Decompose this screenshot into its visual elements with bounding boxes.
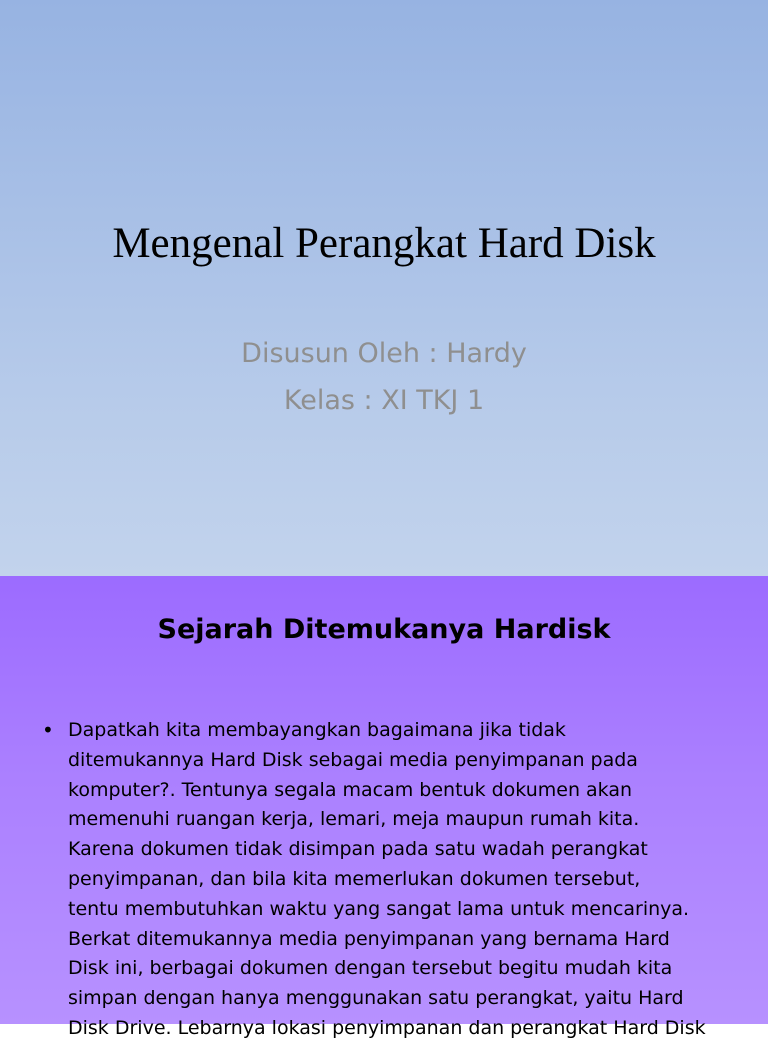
body-text-line: Dapatkah kita membayangkan bagaimana jika tidak [68, 719, 566, 741]
bullet-list [42, 716, 732, 1044]
body-text-line: Disk Drive. Lebarnya lokasi penyimpanan dan perangkat Hard Disk [68, 1016, 706, 1039]
body-text-line: Berkat ditemukannya media penyimpanan yang bernama Hard [68, 927, 670, 950]
bullet-item [42, 716, 732, 1044]
class-subtitle: Kelas : XI TKJ 1 [283, 385, 485, 416]
body-text-line: penyimpanan, dan bila kita memerlukan dokumen tersebut, [68, 867, 641, 890]
body-text-line: Karena dokumen tidak disimpan pada satu wadah perangkat [68, 838, 648, 861]
body-text-line: Disk ini, berbagai dokumen dengan tersebut begitu mudah kita [68, 957, 673, 980]
body-text-line: tentu membutuhkan waktu yang sangat lama untuk mencarinya. [68, 897, 690, 920]
body-text-line: simpan dengan hanya menggunakan satu perangkat, yaitu Hard [68, 987, 684, 1010]
body-text-line: komputer?. Tentunya segala macam bentuk dokumen akan [68, 778, 633, 801]
section-title: Sejarah Ditemukanya Hardisk [157, 614, 611, 645]
bullet-marker: • [42, 718, 54, 742]
body-text-line: ditemukannya Hard Disk sebagai media penyimpanan pada [68, 748, 638, 771]
slide-title: Mengenal Perangkat Hard Disk [112, 220, 656, 267]
body-text-line: memenuhi ruangan kerja, lemari, meja maupun rumah kita. [68, 808, 640, 831]
author-subtitle: Disusun Oleh : Hardy [241, 338, 527, 369]
